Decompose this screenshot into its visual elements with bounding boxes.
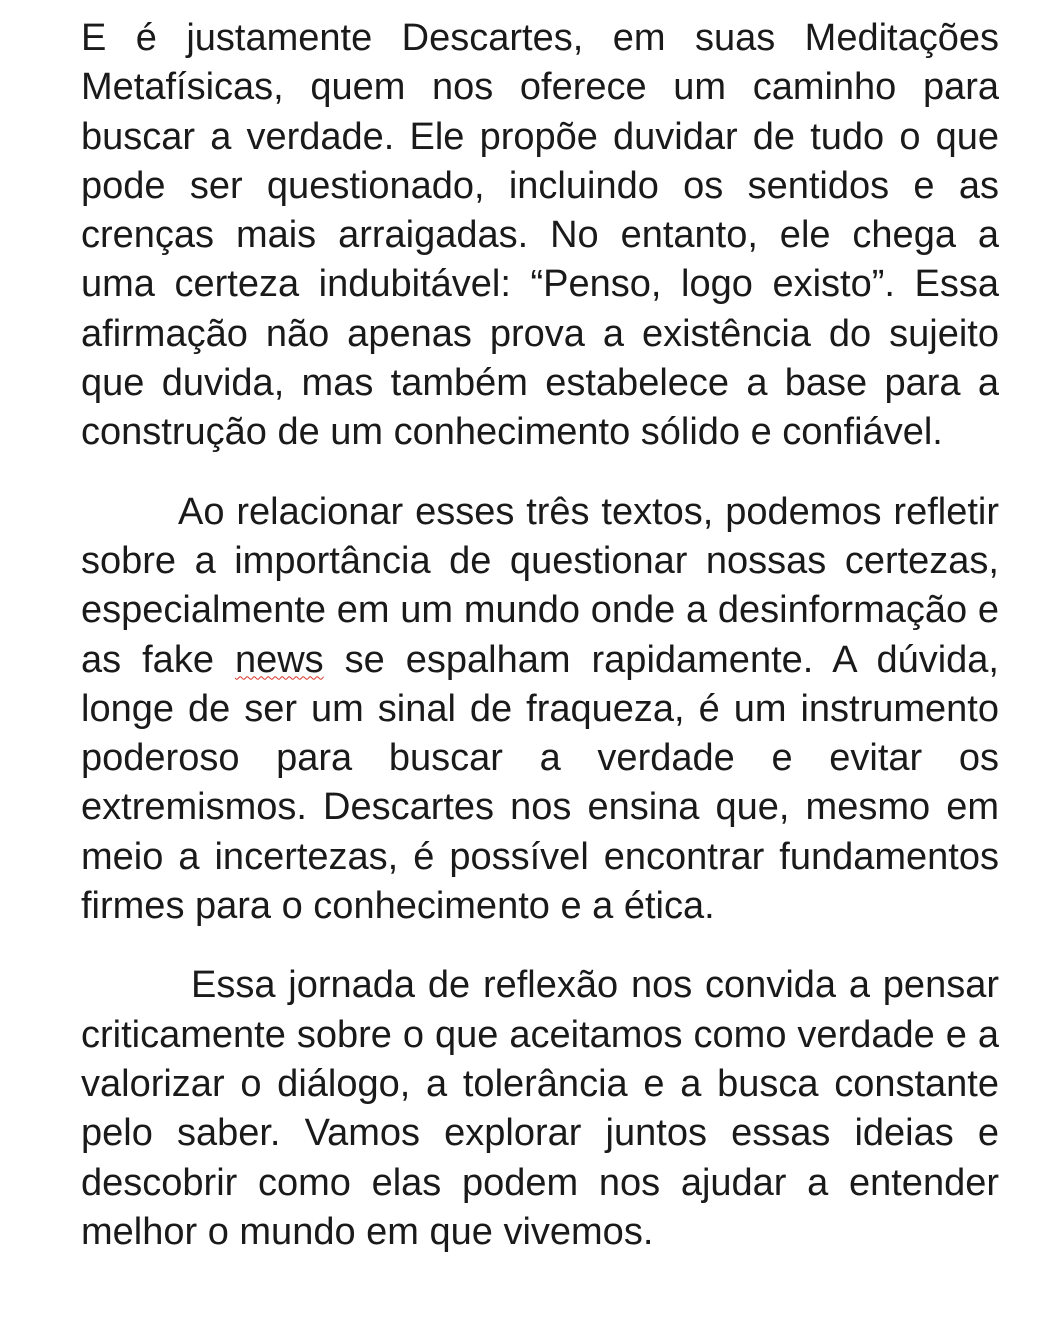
paragraph-2	[81, 488, 999, 932]
spellcheck-flagged-word[interactable]: news	[234, 638, 324, 681]
paragraph-2-text-end: se espalham rapidamente. A dúvida, longe de ser um sinal de fraqueza, é um instrumento poderoso para buscar a verdade e evitar os extremismos. Descartes nos ensina que, mesmo em meio a incertezas, é possível encontrar fundamentos firmes para o conhecimento e a ética.	[81, 638, 999, 928]
document-page	[81, 14, 999, 1257]
paragraph-3: Essa jornada de reflexão nos convida a pensar criticamente sobre o que aceitamos como verdade e a valorizar o diálogo, a tolerância e a busca constante pelo saber. Vamos explorar juntos essas ideias e descobrir como elas podem nos ajudar a entender melhor o mundo em que vivemos.	[81, 964, 999, 1253]
paragraph-1: E é justamente Descartes, em suas Meditações Metafísicas, quem nos oferece um caminho para buscar a verdade. Ele propõe duvidar de tudo o que pode ser questionado, incluindo os sentidos e as crenças mais arraigadas. No entanto, ele chega a uma certeza indubitável: “Penso, logo existo”. Essa afirmação não apenas prova a existência do sujeito que duvida, mas também estabelece a base para a construção de um conhecimento sólido e confiável.	[81, 17, 999, 454]
paragraph-2-text-start: Ao relacionar esses três textos, podemos refletir sobre a importância de questionar nossas certezas, especialmente em um mundo onde a desinformação e as fake	[81, 490, 999, 681]
